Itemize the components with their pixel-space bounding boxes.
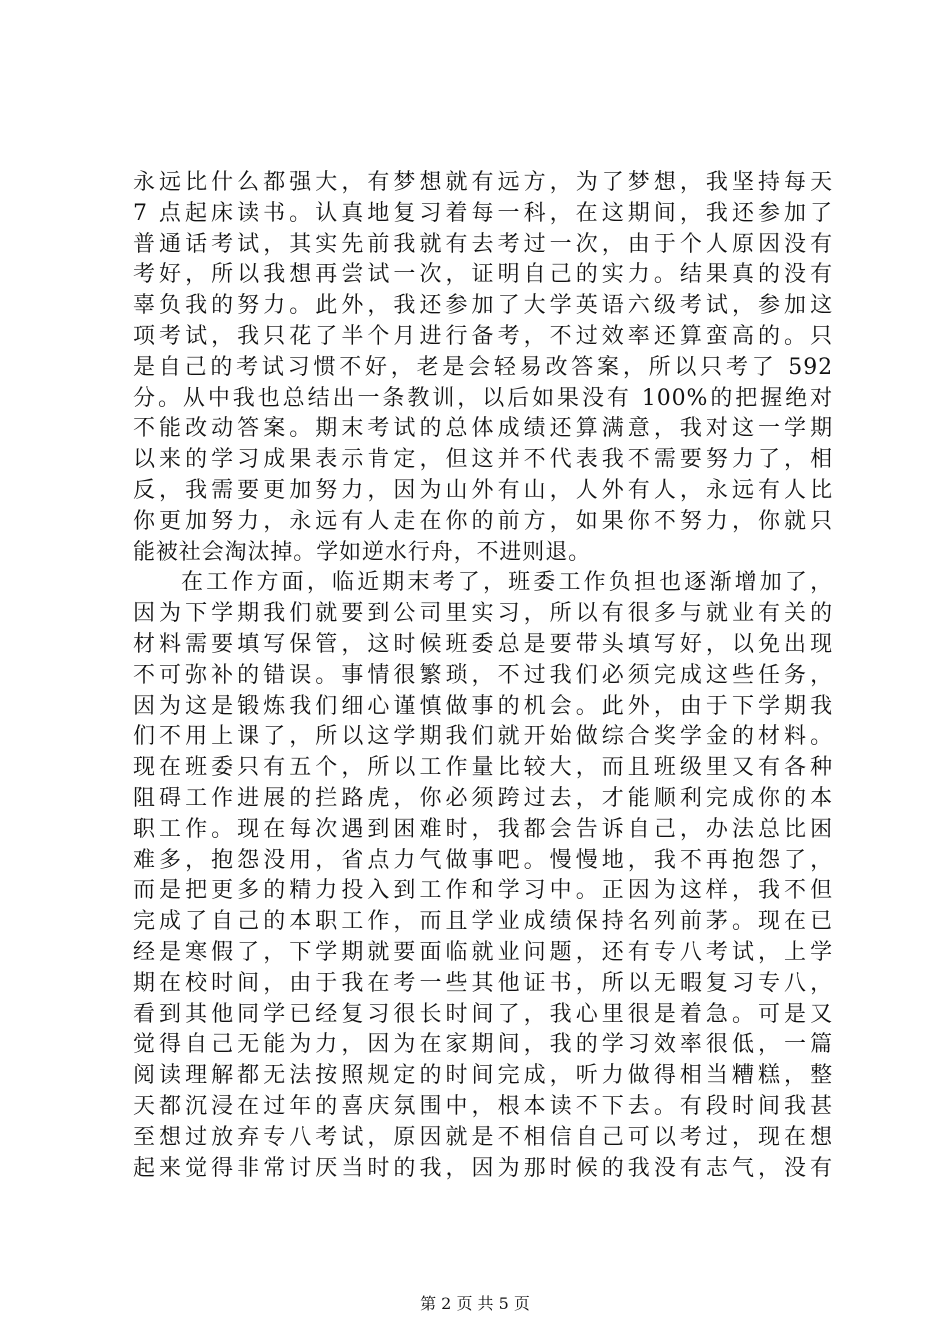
text-line: 难多，抱怨没用，省点力气做事吧。慢慢地，我不再抱怨了，: [133, 847, 833, 873]
text-line: 材料需要填写保管，这时候班委总是要带头填写好，以免出现: [133, 631, 833, 657]
text-line: 普通话考试，其实先前我就有去考过一次，由于个人原因没有: [133, 231, 833, 257]
paragraph: [133, 568, 833, 1184]
text-line: 现在班委只有五个，所以工作量比较大，而且班级里又有各种: [133, 755, 833, 781]
text-line: 天都沉浸在过年的喜庆氛围中，根本读不下去。有段时间我甚: [133, 1093, 833, 1119]
text-line: 是自己的考试习惯不好，老是会轻易改答案，所以只考了 592: [133, 354, 833, 380]
text-line: 分。从中我也总结出一条教训，以后如果没有 100%的把握绝对: [133, 385, 833, 411]
text-line: 期在校时间，由于我在考一些其他证书，所以无暇复习专八，: [133, 970, 833, 996]
text-line: 能被社会淘汰掉。学如逆水行舟，不进则退。: [133, 539, 592, 565]
page-footer: 第 2 页 共 5 页: [420, 1294, 530, 1313]
text-line: 职工作。现在每次遇到困难时，我都会告诉自己，办法总比困: [133, 816, 833, 842]
text-line: 辜负我的努力。此外，我还参加了大学英语六级考试，参加这: [133, 293, 833, 319]
paragraph: [133, 168, 833, 568]
text-line: 7 点起床读书。认真地复习着每一科，在这期间，我还参加了: [133, 200, 833, 226]
text-line: 不可弥补的错误。事情很繁琐，不过我们必须完成这些任务，: [133, 662, 833, 688]
body-text: [133, 168, 833, 1184]
text-line: 而是把更多的精力投入到工作和学习中。正因为这样，我不但: [133, 878, 833, 904]
text-line: 至想过放弃专八考试，原因就是不相信自己可以考过，现在想: [133, 1124, 833, 1150]
text-line: 们不用上课了，所以这学期我们就开始做综合奖学金的材料。: [133, 724, 833, 750]
text-line: 在工作方面，临近期末考了，班委工作负担也逐渐增加了，: [181, 570, 833, 596]
text-line: 阅读理解都无法按照规定的时间完成，听力做得相当糟糕，整: [133, 1063, 833, 1089]
text-line: 经是寒假了，下学期就要面临就业问题，还有专八考试，上学: [133, 939, 833, 965]
text-line: 不能改动答案。期末考试的总体成绩还算满意，我对这一学期: [133, 416, 833, 442]
text-line: 阻碍工作进展的拦路虎，你必须跨过去，才能顺利完成你的本: [133, 785, 833, 811]
text-line: 因为下学期我们就要到公司里实习，所以有很多与就业有关的: [133, 601, 833, 627]
text-line: 考好，所以我想再尝试一次，证明自己的实力。结果真的没有: [133, 262, 833, 288]
text-line: 以来的学习成果表示肯定，但这并不代表我不需要努力了，相: [133, 447, 833, 473]
text-line: 起来觉得非常讨厌当时的我，因为那时候的我没有志气，没有: [133, 1155, 833, 1181]
text-line: 觉得自己无能为力，因为在家期间，我的学习效率很低，一篇: [133, 1032, 833, 1058]
text-line: 完成了自己的本职工作，而且学业成绩保持名列前茅。现在已: [133, 909, 833, 935]
text-line: 看到其他同学已经复习很长时间了，我心里很是着急。可是又: [133, 1001, 833, 1027]
text-line: 因为这是锻炼我们细心谨慎做事的机会。此外，由于下学期我: [133, 693, 833, 719]
text-line: 反，我需要更加努力，因为山外有山，人外有人，永远有人比: [133, 477, 833, 503]
text-line: 项考试，我只花了半个月进行备考，不过效率还算蛮高的。只: [133, 323, 833, 349]
text-line: 你更加努力，永远有人走在你的前方，如果你不努力，你就只: [133, 508, 833, 534]
text-line: 永远比什么都强大，有梦想就有远方，为了梦想，我坚持每天: [133, 170, 833, 195]
